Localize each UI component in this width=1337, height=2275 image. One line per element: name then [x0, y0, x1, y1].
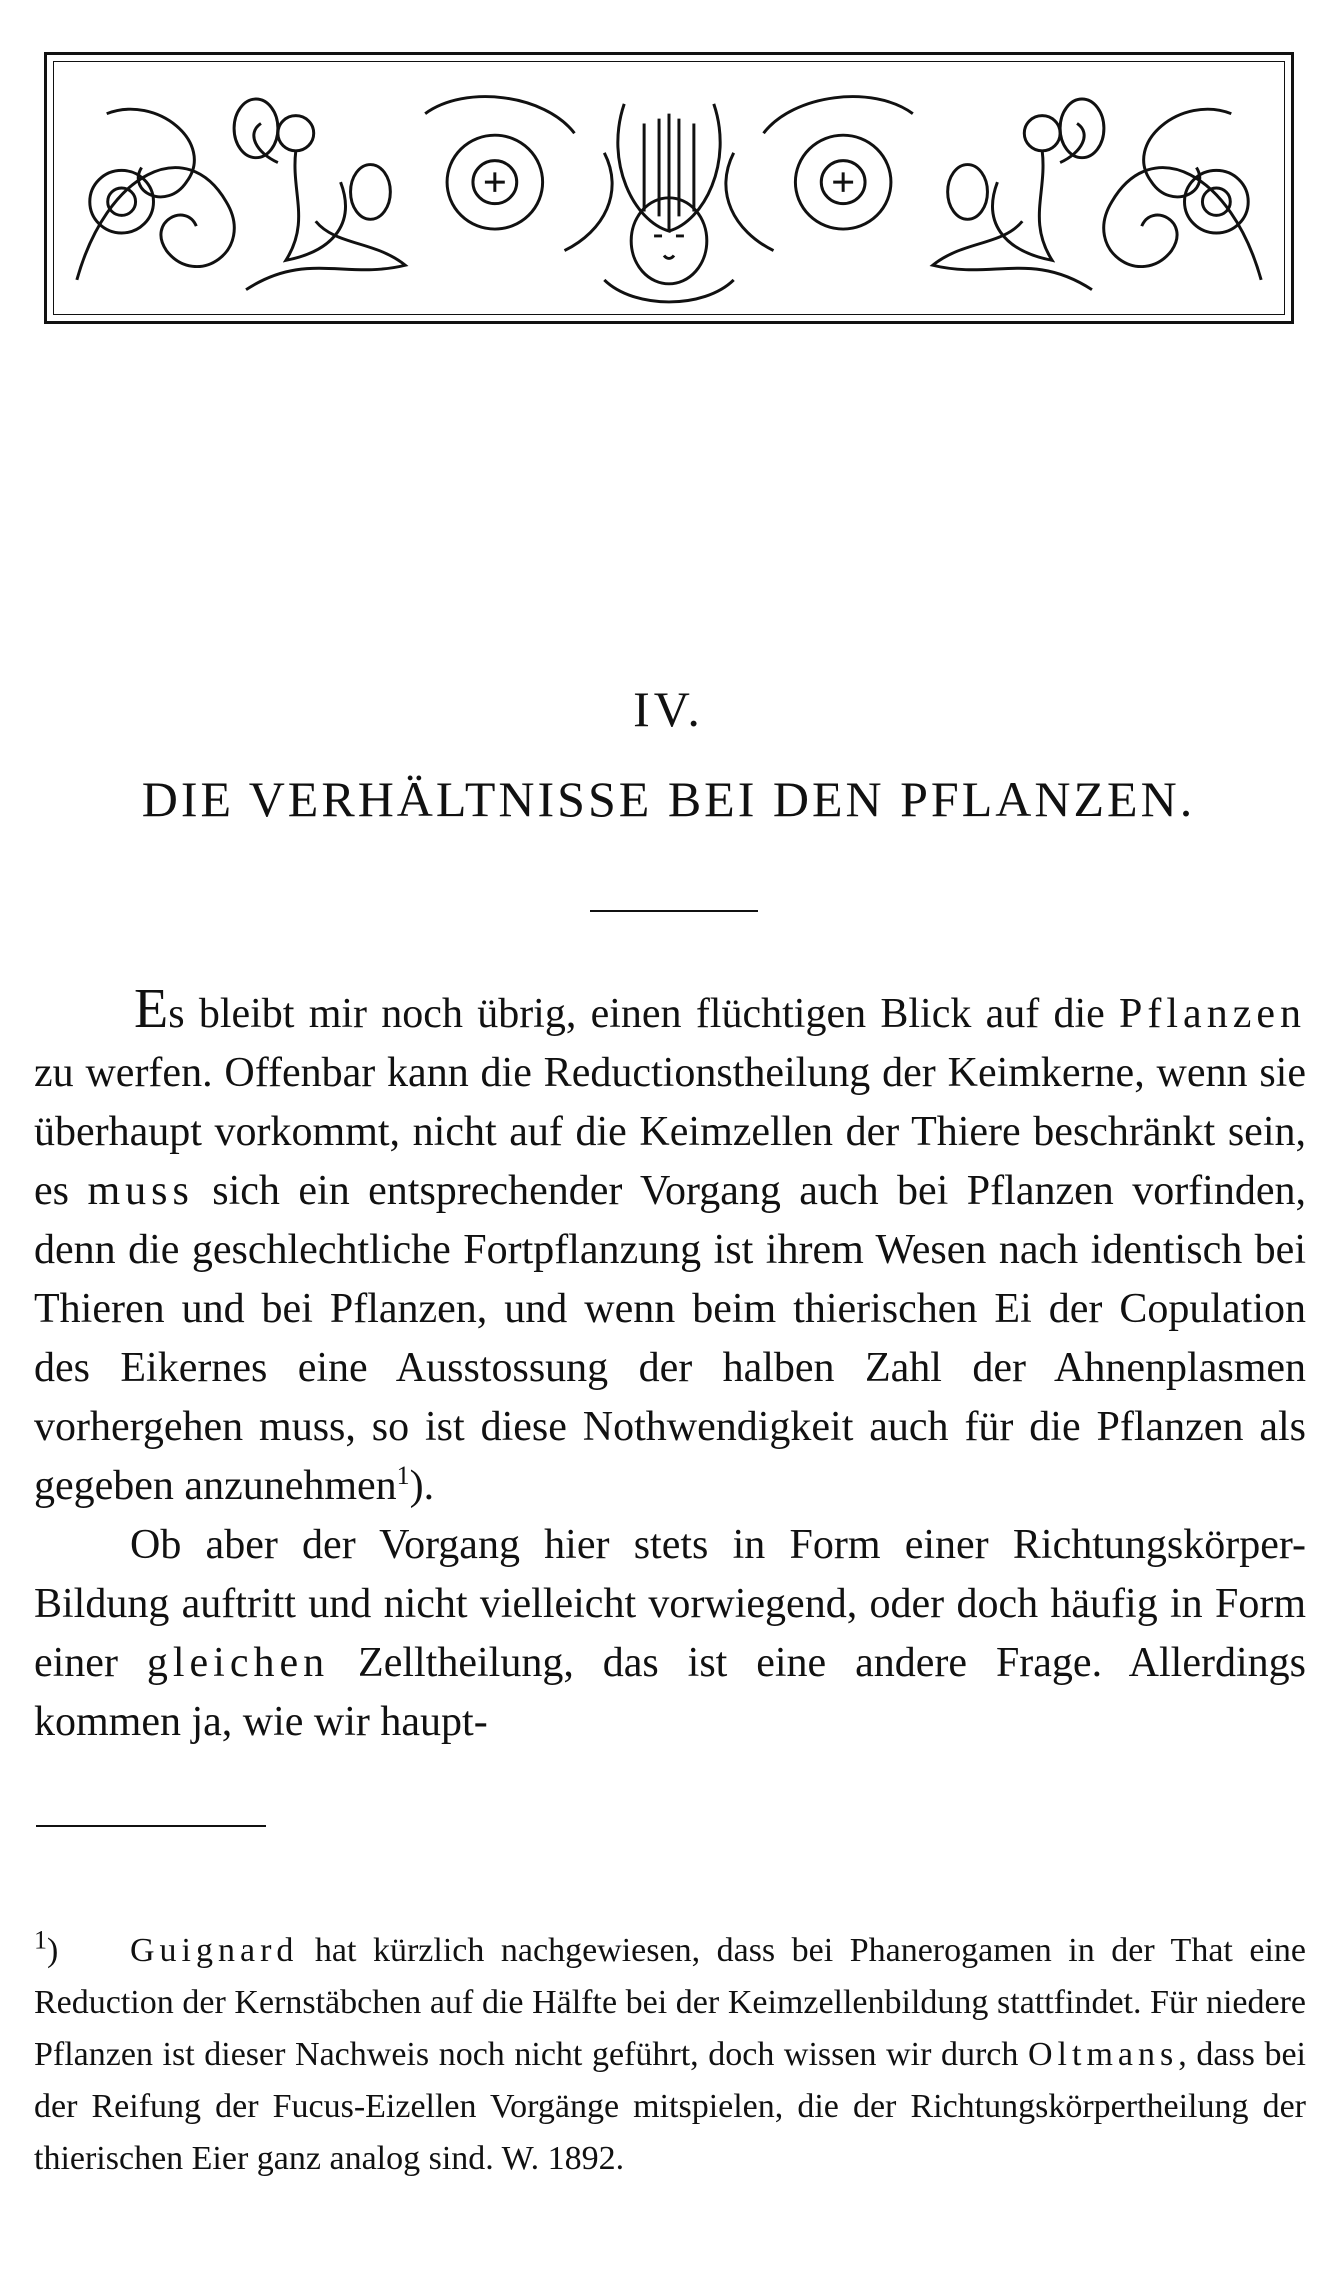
- emphasis-spaced: muss: [87, 1168, 194, 1214]
- footnote-mark-close: ): [47, 1932, 59, 1969]
- footnote: [34, 1873, 1306, 2185]
- text-run: hat kürzlich nachgewiesen, dass bei Phanerogamen in der That eine Reduction der Kernstäbchen auf die Hälfte bei der Keimzellenbildung stattfindet. Für niedere Pflanzen ist dieser Nachweis noch nicht geführt, doch wissen wir durch: [34, 1932, 1306, 2073]
- chapter-title: DIE VERHÄLTNISSE BEI DEN PFLANZEN.: [141, 771, 1196, 827]
- text-run: zu werfen. Offenbar kann die Reductionstheilung der Keimkerne, wenn sie überhaupt vorkommt, nicht auf die Keimzellen der Thiere beschränkt sein, es: [34, 1050, 1306, 1214]
- main-text: [34, 980, 1306, 1752]
- author-name: Guignard: [130, 1932, 299, 1969]
- text-run: Zelltheilung, das ist eine andere Frage. Allerdings kommen ja, wie wir haupt-: [34, 1640, 1306, 1745]
- decorative-headpiece-icon: [44, 52, 1294, 324]
- headpiece-pattern-icon: [47, 55, 1291, 321]
- paragraph-2: [34, 1516, 1306, 1752]
- text-run: s bleibt mir noch übrig, einen flüchtigen Blick auf die: [168, 991, 1120, 1037]
- drop-cap: E: [134, 978, 169, 1040]
- text-run: , dass bei der Reifung der Fucus-Eizellen Vorgänge mitspielen, die der Richtungskörpertheilung der thierischen Eier ganz analog sind. W. 1892.: [34, 2036, 1306, 2177]
- footnote-reference[interactable]: 1: [396, 1461, 410, 1490]
- author-name: Oltmans: [1028, 2036, 1179, 2073]
- text-run: Ob aber der Vorgang hier stets in Form einer Richtungskörper-Bildung auftritt und nicht vielleicht vorwiegend, oder doch häufig in Form einer: [34, 1522, 1306, 1686]
- paragraph-1: [34, 980, 1306, 1516]
- text-run: ).: [409, 1463, 435, 1509]
- footnote-mark: 1: [34, 1925, 47, 1955]
- footnote-divider: [36, 1825, 266, 1827]
- chapter-number: IV.: [633, 681, 704, 737]
- text-run: sich ein entsprechender Vorgang auch bei Pflanzen vorfinden, denn die geschlechtliche Fortpflanzung ist ihrem Wesen nach identisch bei Thieren und bei Pflanzen, und wenn beim thierischen Ei der Copulation des Eikernes eine Ausstossung der halben Zahl der Ahnenplasmen vorhergehen muss, so ist diese Nothwendigkeit auch für die Pflanzen als gegeben anzunehmen: [34, 1168, 1306, 1509]
- title-divider: [590, 910, 758, 912]
- footnote-lead: [34, 1873, 130, 1977]
- emphasis-spaced: gleichen: [146, 1640, 330, 1686]
- emphasis-spaced: Pflanzen: [1119, 991, 1306, 1037]
